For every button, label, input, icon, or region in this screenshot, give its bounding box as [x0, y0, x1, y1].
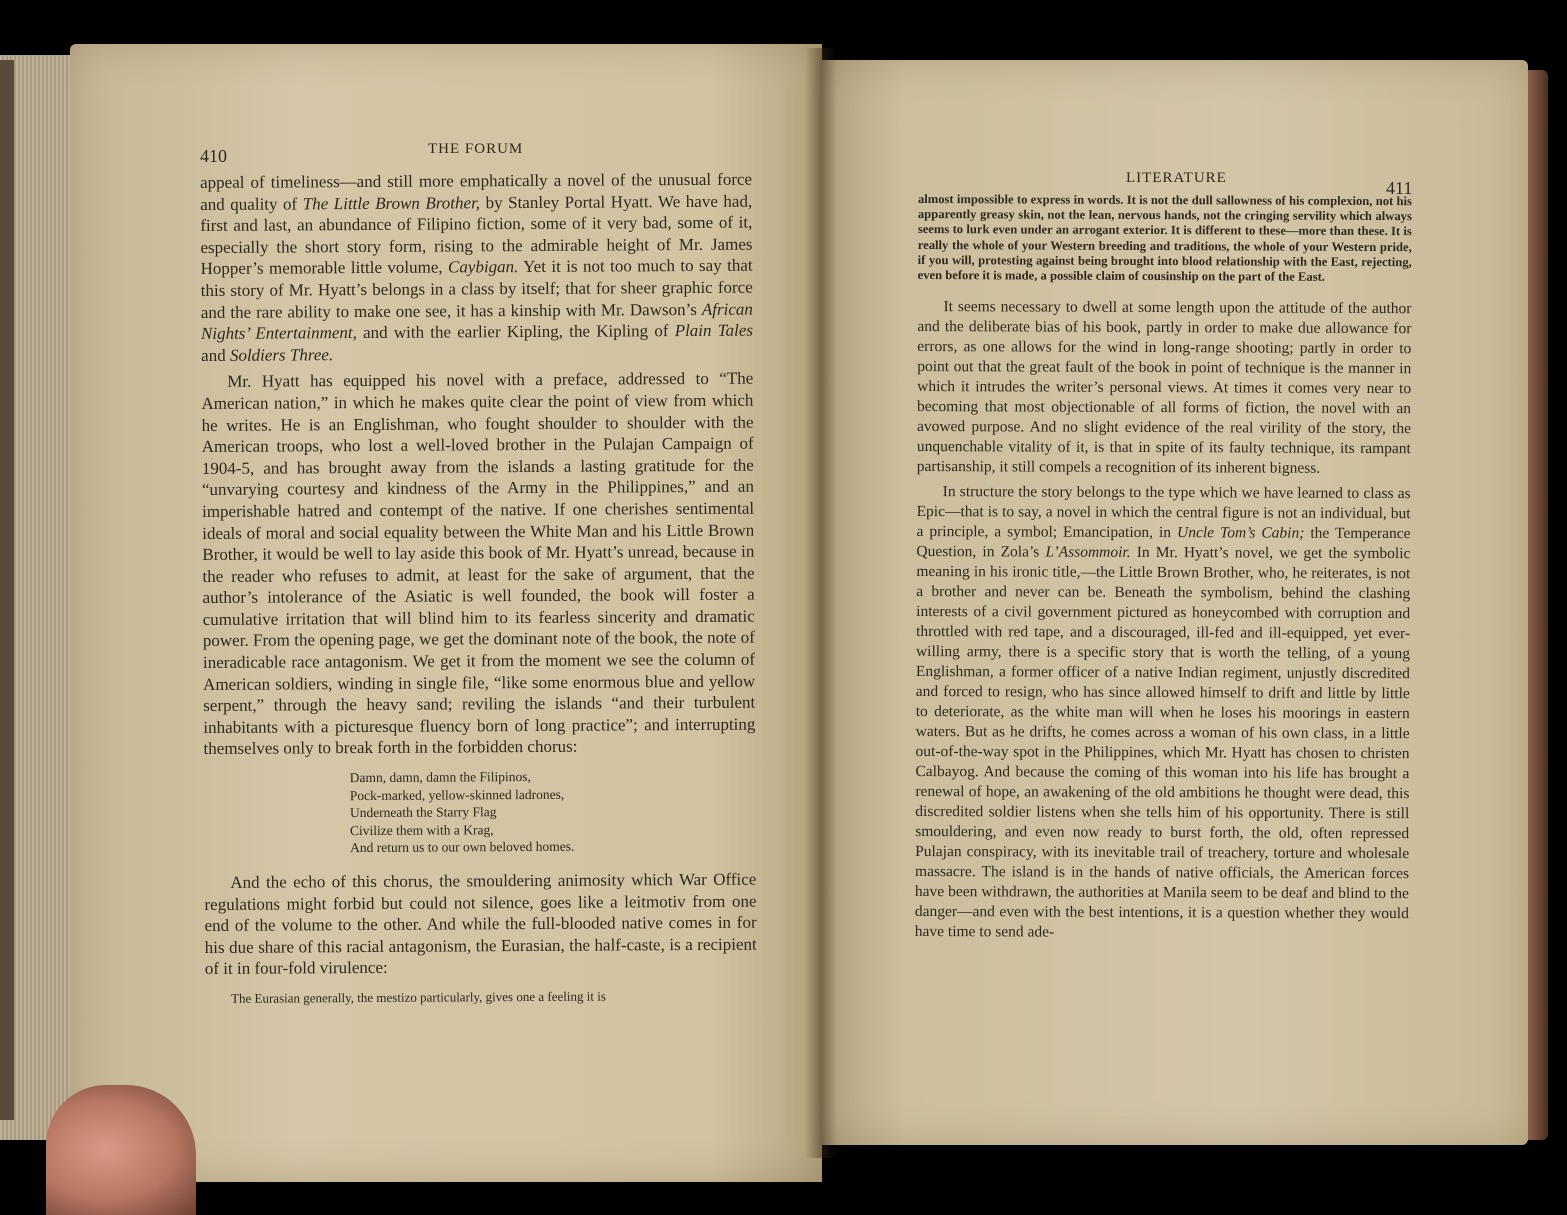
italic-title: L’Assommoir.	[1045, 543, 1131, 562]
thumb	[46, 1085, 196, 1215]
poem-line: Damn, damn, damn the Filipinos,	[349, 769, 531, 786]
poem-line: Pock-marked, yellow-skinned ladrones,	[349, 786, 565, 803]
left-paragraph-1	[200, 169, 753, 367]
left-page-text	[200, 169, 757, 1015]
book-cover-left	[0, 60, 14, 1120]
right-running-head: LITERATURE	[1126, 170, 1227, 186]
italic-title: African Nights’ Entertainment,	[200, 299, 753, 344]
italic-title: Plain Tales	[674, 320, 754, 341]
block-quote-start: The Eurasian generally, the mestizo particularly, gives one a feeling it is	[231, 988, 606, 1006]
left-paragraph-3: And the echo of this chorus, the smouldering animosity which War Office regulations might forbid but could not silence, goes like a leitmotiv from one end of the volume to the other. And while the full-blooded native comes in for his due share of this racial antagonism, the Eurasian, the half-caste, is a recipient of it in four-fold virulence:	[204, 869, 757, 979]
text-run: Yet it is not too much to say that this story of Mr. Hyatt’s belongs in a class by itself; that for sheer graphic force and the rare ability to make one see, it has a kinship with Mr. Dawson’s	[200, 256, 753, 322]
text-run: and	[201, 345, 230, 365]
left-page-number: 410	[200, 146, 227, 166]
italic-title: Caybigan.	[447, 257, 519, 277]
text-run: by Stanley Portal Hyatt. We have had, first and last, an abundance of Filipino fiction, some of it very bad, some of it, especially the short story form, rising to the admirable height of Mr. James Hopper’s memorable little volume,	[200, 191, 753, 279]
text-run: and with the earlier Kipling, the Kipling of	[356, 321, 675, 343]
text-run: appeal of timeliness—and still more emphatically a novel of the unusual force and quality of	[200, 169, 753, 214]
block-quote-continued: almost impossible to express in words. It is not the dull sallowness of his complexion, not his apparently greasy skin, not the lean, nervous hands, not the cringing servility which always seems to lurk even under an arrogant exterior. It is different to these—more than these. It is really the whole of your Western breeding and traditions, the whole of your Western pride, if you will, protesting against being brought into blood relationship with the East, rejecting, even before it is made, a possible claim of cousinship on the part of the East.	[917, 192, 1412, 284]
left-running-head: THE FORUM	[428, 141, 524, 157]
italic-title: Uncle Tom’s Cabin;	[1177, 524, 1305, 542]
right-page-text	[915, 192, 1412, 949]
right-paragraph-1: It seems necessary to dwell at some length upon the attitude of the author and the deliberate bias of his book, partly in order to make due allowance for errors, as one allows for the wind in long-range shooting; partly in order to point out that the great fault of the book in point of technique is the manner in which it intrudes the writer’s personal views. At times it comes very near to becoming that most objectionable of all forms of fiction, the novel with an avowed purpose. And no slight evidence of the real virility of the story, the unquenchable vitality of it, is that in spite of its faulty technique, its rampant partisanship, it still compels a recognition of its inherent bigness.	[916, 298, 1412, 477]
poem-line: Underneath the Starry Flag	[349, 804, 497, 821]
text-run: the Temperance Question, in Zola’s	[916, 524, 1411, 561]
left-paragraph-2: Mr. Hyatt has equipped his novel with a preface, addressed to “The American nation,” in which he makes quite clear the point of view from which he writes. He is an Englishman, who fought shoulder to shoulder with the American troops, who lost a well-loved brother in the Pulajan Campaign of 1904-5, and has brought away from the islands a lasting gratitude for the “unvarying courtesy and kindness of the Army in the Philippines,” and an imperishable hatred and contempt of the native. If one cherishes sentimental ideals of moral and social equality between the White Man and his Little Brown Brother, it would be well to lay aside this book of Mr. Hyatt’s unread, because in the reader who refuses to admit, at least for the sake of argument, that the author’s intolerance of the Asiatic is well founded, the book will foster a cumulative irritation that will blind him to its fearless sincerity and dramatic power. From the opening page, we get the dominant note of the book, the note of ineradicable race antagonism. We get it from the moment we see the column of American soldiers, winding in single file, “like some enormous blue and yellow serpent,” through the heavy sand; reviling the islands “and their turbulent inhabitants with a picturesque fluency born of long practice”; and interrupting themselves only to break forth in the forbidden chorus:	[201, 368, 756, 759]
poem-block	[350, 767, 757, 857]
poem-line: And return us to our own beloved homes.	[350, 839, 575, 856]
poem-line: Civilize them with a Krag,	[349, 822, 494, 838]
italic-title: Soldiers Three.	[229, 344, 334, 365]
italic-title: The Little Brown Brother,	[302, 192, 481, 213]
text-run: In Mr. Hyatt’s novel, we get the symbolic meaning in his ironic title,—the Little Brown Brother, who, he reiterates, is not a brother and never can be. Beneath the symbolism, behind the clashing interests of a civil government pictured as honeycombed with corruption and throttled with red tape, and a discouraged, ill-fed and ill-equipped, yet ever-willing army, there is a specific story that is worth the telling, of a young Englishman, a former officer of a native Indian regiment, unjustly discredited and forced to resign, who has since allowed himself to drift and little by little to deteriorate, as the white man will when he loses his moorings in eastern waters. But as he drifts, he comes across a woman of his own class, in a little out-of-the-way spot in the Philippines, which Mr. Hyatt has chosen to christen Calbayog. And because the coming of this woman into his life has brought a renewal of hope, an awakening of the old ambitions he thought were dead, this discredited soldier listens when she tells him of his opportunity. There is still smouldering, and even now ready to burst forth, the old, often repressed Pulajan conspiracy, with its inevitable trail of treachery, torture and wholesale massacre. The island is in the hands of native officials, the American forces have been withdrawn, the authorities at Manila seem to be deaf and blind to the danger—and even with the best intentions, it is a question whether they would have time to send ade-	[914, 544, 1411, 941]
book-gutter	[805, 48, 837, 1158]
right-paragraph-2	[915, 482, 1411, 944]
text-run: In structure the story belongs to the type which we have learned to class as Epic—that is to say, a novel in which the central figure is not an individual, but a principle, a symbol; Emancipation, in	[916, 483, 1411, 542]
right-page-number: 411	[1386, 178, 1413, 198]
